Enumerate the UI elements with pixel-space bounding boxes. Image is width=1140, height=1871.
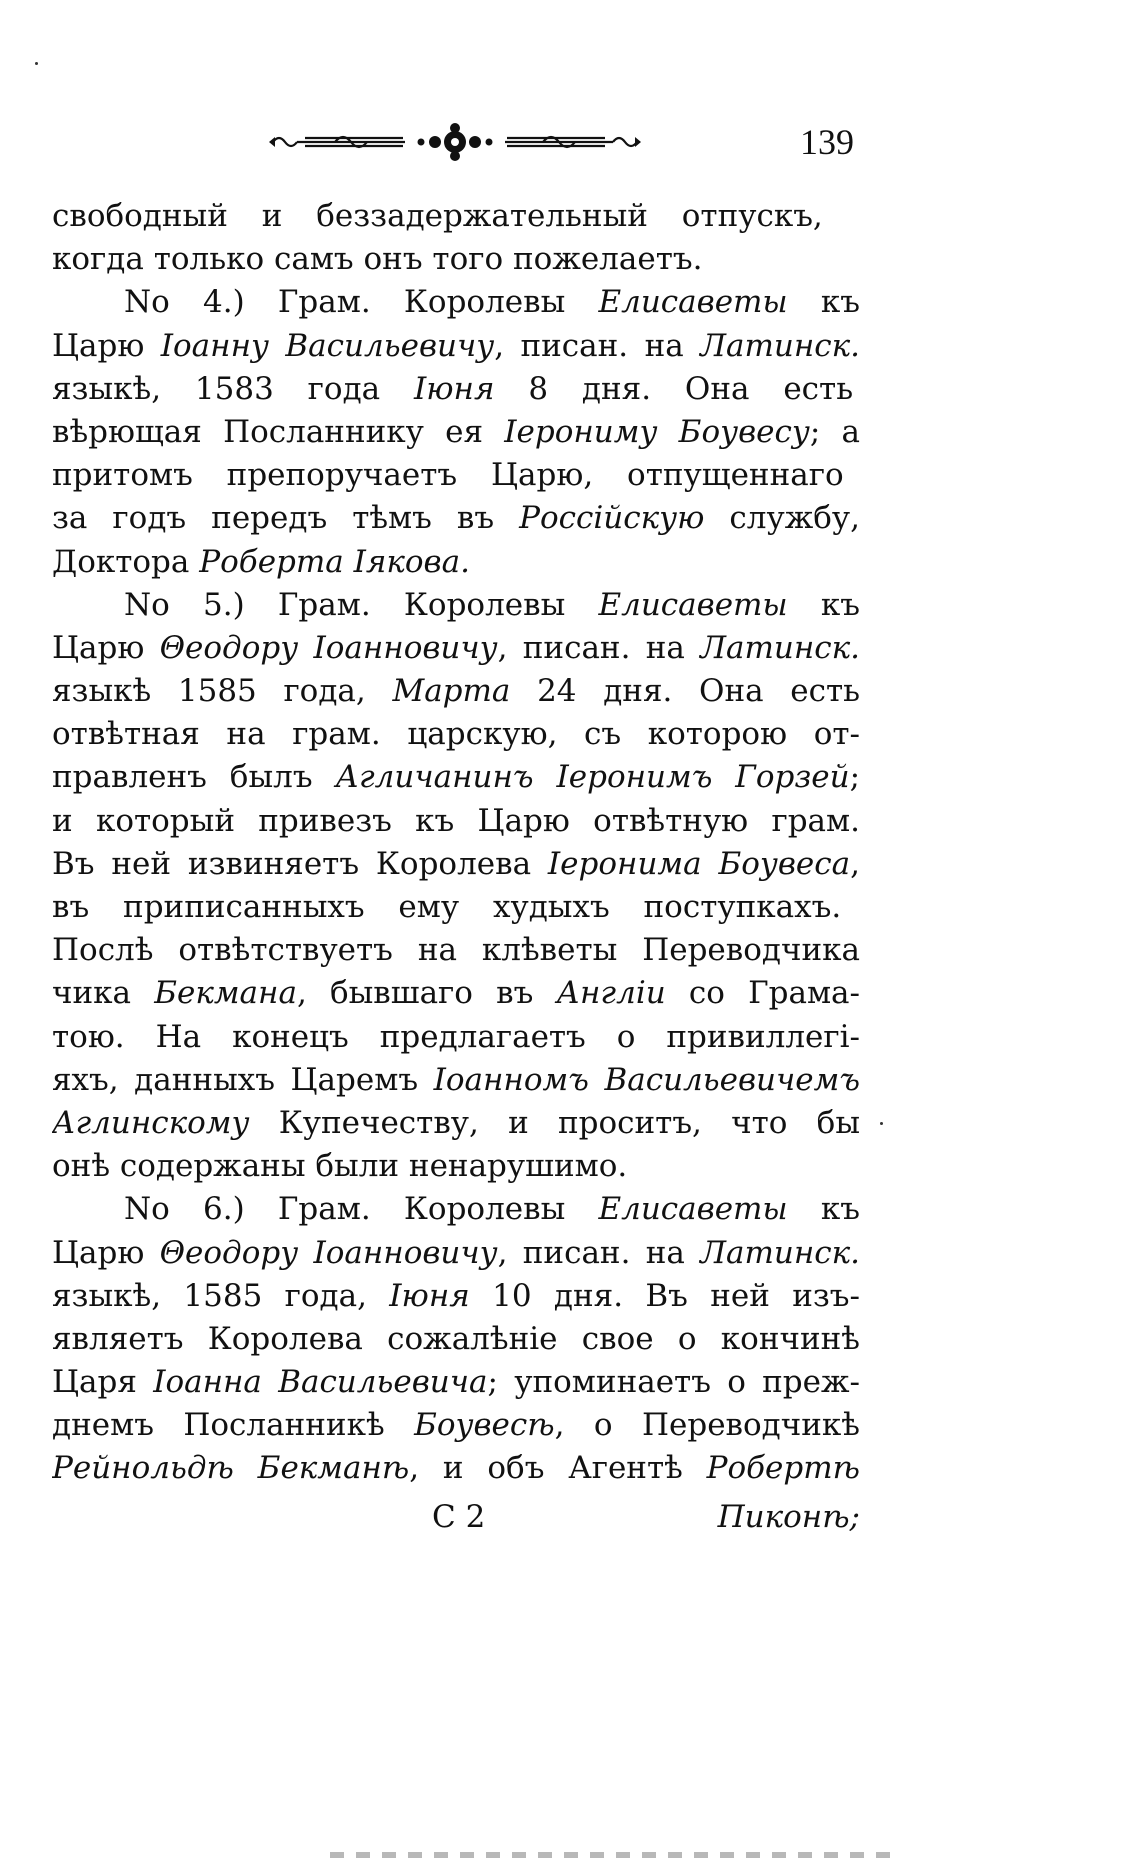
italic-name-text: Іюня bbox=[389, 1277, 470, 1314]
text-line bbox=[52, 1016, 860, 1059]
text-segment: днемъ Посланникѣ bbox=[52, 1407, 415, 1444]
text-segment: языкѣ, 1585 года, bbox=[52, 1277, 390, 1314]
text-segment: 8 дня. Она есть bbox=[494, 370, 854, 407]
text-segment: , и объ Агентѣ bbox=[409, 1450, 707, 1487]
text-segment: No 4.) Грам. Королевы bbox=[124, 284, 599, 321]
italic-name-text: Латинск. bbox=[700, 629, 860, 666]
text-segment: , бывшаго въ bbox=[296, 975, 557, 1012]
italic-name-text: Θеодору Іоанновичу bbox=[159, 629, 498, 666]
text-segment: Послѣ отвѣтствуетъ на клѣветы Переводчика bbox=[52, 932, 860, 969]
italic-name-text: Робертѣ bbox=[706, 1450, 860, 1487]
text-segment: 10 дня. Въ ней изъ- bbox=[469, 1277, 860, 1314]
text-segment: Доктора bbox=[52, 543, 200, 580]
text-line bbox=[52, 929, 860, 972]
signature-mark: С 2 bbox=[432, 1499, 486, 1535]
text-line bbox=[52, 584, 860, 627]
text-line bbox=[52, 281, 860, 324]
text-segment: притомъ препоручаетъ Царю, отпущеннаго bbox=[52, 457, 844, 494]
text-line bbox=[52, 713, 860, 756]
italic-name-text: Елисаветы bbox=[598, 1191, 788, 1228]
text-segment: яхъ, данныхъ Царемъ bbox=[52, 1061, 434, 1098]
text-line bbox=[52, 800, 860, 843]
page-footer bbox=[52, 1495, 860, 1539]
italic-name-text: Іоанномъ Васильевичемъ bbox=[433, 1061, 860, 1098]
text-segment: вѣрющая Посланнику ея bbox=[52, 413, 505, 450]
text-line bbox=[52, 670, 860, 713]
text-line bbox=[52, 1404, 860, 1447]
text-segment: Царю bbox=[52, 629, 160, 666]
text-line bbox=[52, 541, 860, 584]
text-line bbox=[52, 1275, 860, 1318]
text-segment: свободный и беззадержательный отпускъ, bbox=[52, 198, 823, 234]
italic-name-text: Рейнольдѣ Бекманѣ bbox=[52, 1450, 410, 1487]
text-segment: въ приписанныхъ ему худыхъ поступкахъ. bbox=[52, 889, 842, 925]
text-segment: тою. На конецъ предлагаетъ о привиллегі- bbox=[52, 1018, 860, 1055]
text-segment: Царю bbox=[52, 327, 161, 364]
text-line bbox=[52, 972, 860, 1015]
text-segment: и который привезъ къ Царю отвѣтную грам. bbox=[52, 802, 860, 839]
text-line bbox=[52, 238, 860, 281]
text-segment: , писан. на bbox=[497, 629, 701, 666]
text-segment: за годъ передъ тѣмъ въ bbox=[52, 500, 520, 537]
italic-name-text: Іоанну Васильевичу bbox=[160, 327, 495, 364]
stray-mark bbox=[35, 62, 38, 65]
scan-noise bbox=[330, 1852, 890, 1858]
text-segment: языкѣ 1585 года, bbox=[52, 673, 393, 710]
text-line bbox=[52, 1102, 860, 1145]
text-line bbox=[52, 1447, 860, 1490]
italic-name-text: Латинск. bbox=[700, 327, 860, 364]
text-segment: онѣ содержаны были ненарушимо. bbox=[52, 1148, 628, 1185]
header-ornament bbox=[265, 117, 645, 167]
text-segment: языкѣ, 1583 года bbox=[52, 370, 414, 407]
text-segment: No 6.) Грам. Королевы bbox=[124, 1191, 599, 1228]
catchword: Пиконѣ; bbox=[717, 1499, 860, 1535]
text-line bbox=[52, 1232, 860, 1275]
body-text bbox=[52, 195, 860, 1491]
text-line bbox=[52, 454, 860, 497]
text-line bbox=[52, 1361, 860, 1404]
italic-name-text: Аглинскому bbox=[52, 1104, 250, 1141]
text-segment: , bbox=[850, 845, 860, 882]
text-segment: къ bbox=[787, 586, 860, 623]
italic-name-text: Агличанинъ Іеронимъ Горзей bbox=[335, 759, 850, 796]
italic-name-text: Іеронима Боувеса bbox=[547, 845, 851, 882]
text-segment: , писан. на bbox=[494, 327, 701, 364]
text-line bbox=[52, 195, 860, 238]
text-line bbox=[52, 627, 860, 670]
stray-mark bbox=[880, 1122, 883, 1125]
italic-name-text: Роберта Іякова. bbox=[199, 543, 470, 580]
italic-name-text: Марта bbox=[392, 673, 511, 710]
text-line bbox=[52, 843, 860, 886]
text-segment: къ bbox=[787, 284, 860, 321]
text-segment: Въ ней извиняетъ Королева bbox=[52, 845, 548, 882]
text-line bbox=[52, 411, 860, 454]
text-segment: , писан. на bbox=[497, 1234, 701, 1271]
text-segment: 24 дня. Она есть bbox=[510, 673, 860, 710]
text-segment: правленъ былъ bbox=[52, 759, 336, 796]
text-segment: являетъ Королева сожалѣніе свое о кончинѣ bbox=[52, 1320, 860, 1357]
text-line bbox=[52, 1318, 860, 1361]
text-segment: чика bbox=[52, 975, 155, 1012]
text-segment: No 5.) Грам. Королевы bbox=[124, 586, 599, 623]
italic-name-text: Іерониму Боувесу bbox=[504, 413, 810, 450]
text-line bbox=[52, 1059, 860, 1102]
italic-name-text: Іоанна Васильевича bbox=[153, 1364, 488, 1401]
italic-name-text: Боувесѣ bbox=[414, 1407, 555, 1444]
text-line bbox=[52, 756, 860, 799]
text-segment: когда только самъ онъ того пожелаетъ. bbox=[52, 241, 703, 278]
italic-name-text: Англіи bbox=[556, 975, 666, 1012]
text-segment: со Грама- bbox=[665, 975, 860, 1012]
page-number: 139 bbox=[800, 122, 854, 162]
text-line bbox=[52, 368, 860, 411]
italic-name-text: Бекмана bbox=[154, 975, 297, 1012]
italic-name-text: Іюня bbox=[414, 370, 495, 407]
text-segment: къ bbox=[787, 1191, 860, 1228]
text-segment: , о Переводчикѣ bbox=[554, 1407, 860, 1444]
text-line bbox=[52, 1188, 860, 1231]
text-segment: Царя bbox=[52, 1364, 154, 1401]
text-segment: ; а bbox=[809, 413, 860, 450]
italic-name-text: Латинск. bbox=[700, 1234, 860, 1271]
text-line bbox=[52, 1145, 860, 1188]
italic-name-text: Россійскую bbox=[519, 500, 705, 537]
italic-name-text: Елисаветы bbox=[598, 284, 788, 321]
text-segment: ; упоминаетъ о преж- bbox=[487, 1364, 860, 1401]
text-segment: Царю bbox=[52, 1234, 160, 1271]
text-line bbox=[52, 325, 860, 368]
italic-name-text: Θеодору Іоанновичу bbox=[159, 1234, 498, 1271]
text-segment: ; bbox=[849, 759, 860, 796]
text-line bbox=[52, 886, 860, 929]
text-segment: отвѣтная на грам. царскую, съ которою от- bbox=[52, 716, 860, 753]
text-line bbox=[52, 497, 860, 540]
text-segment: службу, bbox=[704, 500, 860, 537]
italic-name-text: Елисаветы bbox=[598, 586, 788, 623]
text-segment: Купечеству, и проситъ, что бы bbox=[249, 1104, 860, 1141]
